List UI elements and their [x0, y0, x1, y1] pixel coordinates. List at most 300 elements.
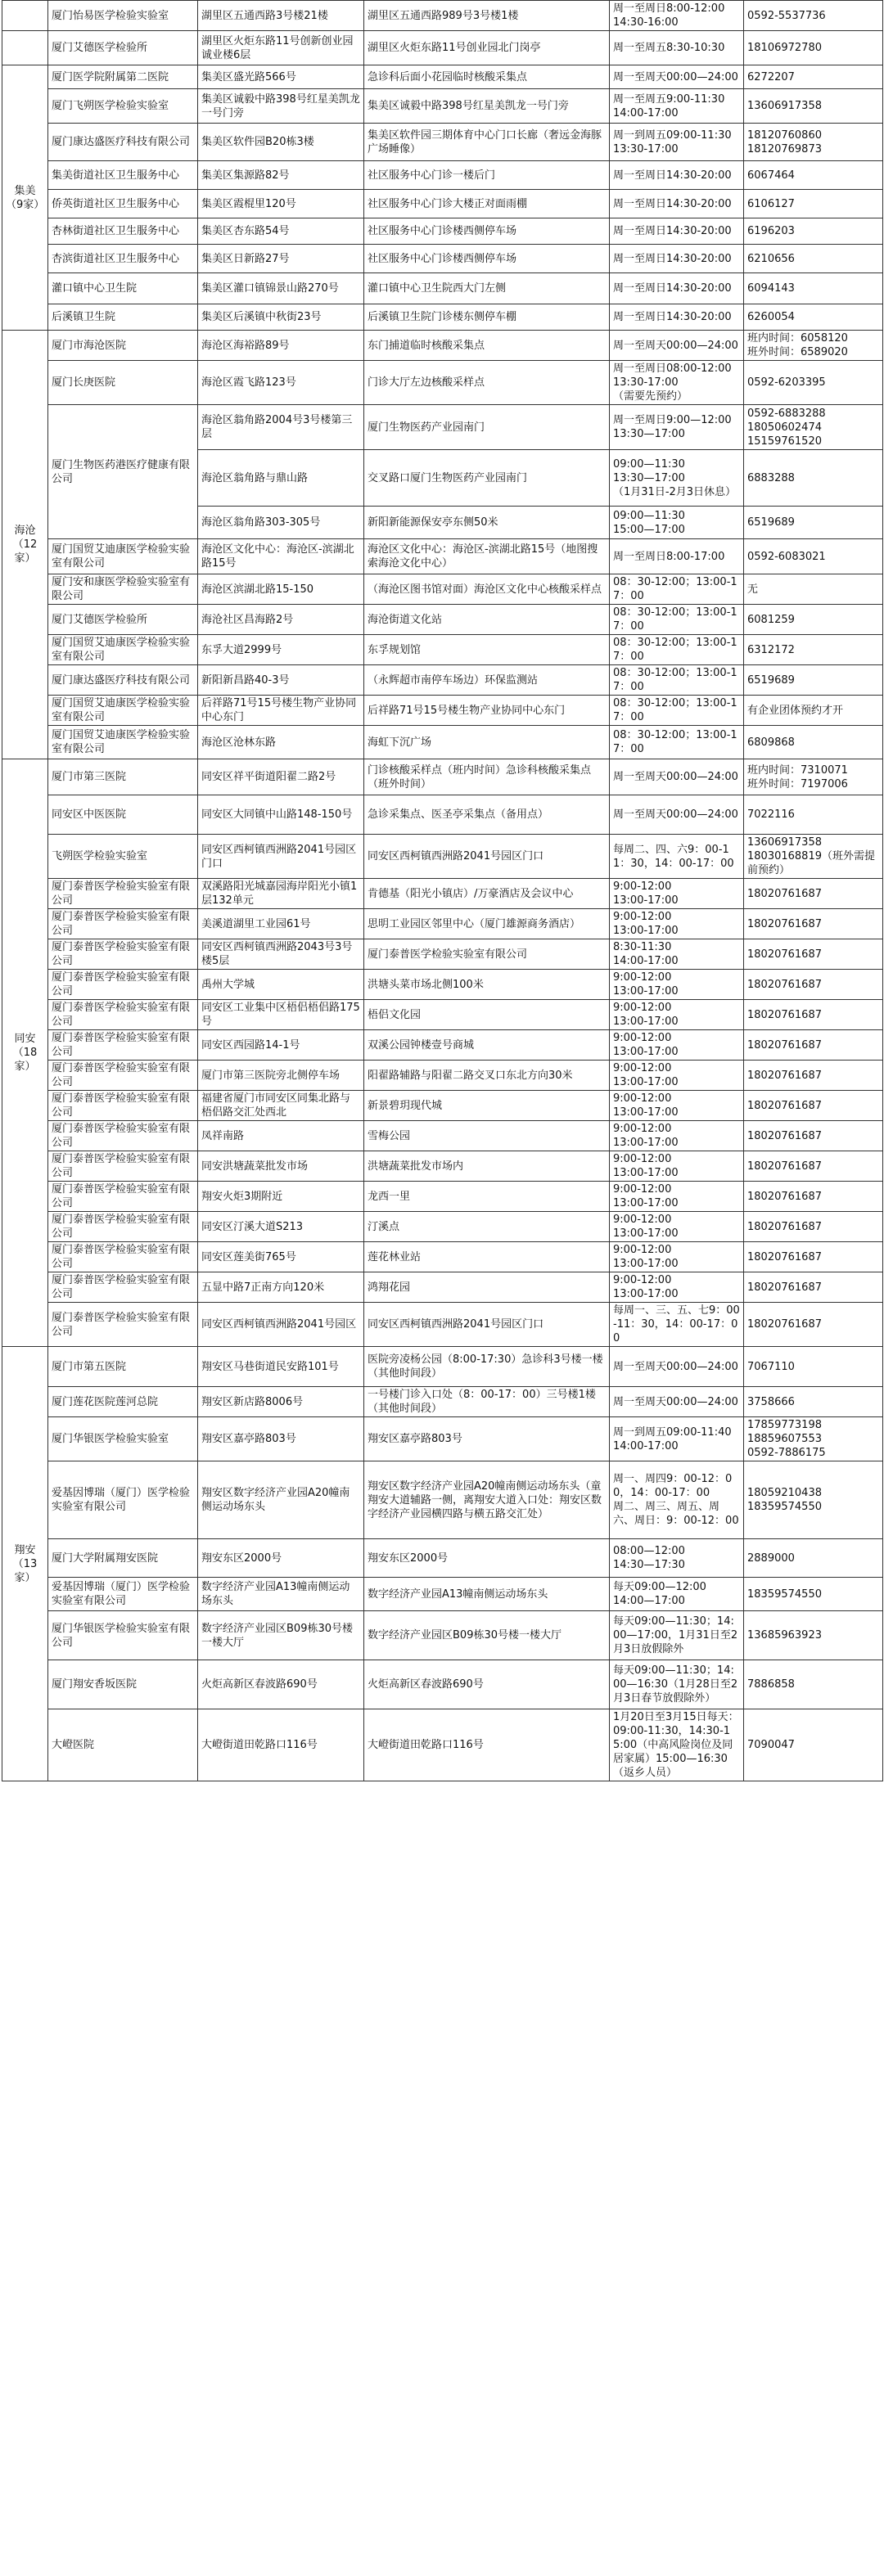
service-hours: 9:00-12:00 13:00-17:00	[610, 1091, 744, 1121]
contact-phone: 6106127	[744, 190, 883, 218]
site-address: 同安区西柯镇西洲路2043号3号楼5层	[198, 939, 364, 970]
sampling-point: 莲花林业站	[364, 1242, 610, 1272]
service-hours: 周一至周日8:00-12:00 14:30-16:00	[610, 1, 744, 31]
contact-phone: 无	[744, 574, 883, 605]
contact-phone: 18020761687	[744, 970, 883, 1000]
site-row	[2, 1151, 883, 1182]
contact-phone: 18020761687	[744, 1182, 883, 1212]
contact-phone: 13685963923	[744, 1611, 883, 1660]
site-name: 厦门泰普医学检验实验室有限公司	[48, 1061, 198, 1091]
site-name: 杏林街道社区卫生服务中心	[48, 218, 198, 245]
contact-phone: 18020761687	[744, 1212, 883, 1242]
contact-phone: 7067110	[744, 1347, 883, 1387]
service-hours: 周一至周日14:30-20:00	[610, 304, 744, 331]
contact-phone: 6519689	[744, 507, 883, 539]
contact-phone: 6196203	[744, 218, 883, 245]
service-hours: 9:00-12:00 13:00-17:00	[610, 1121, 744, 1151]
site-address: 集美区杏东路54号	[198, 218, 364, 245]
site-address: 同安区大同镇中山路148-150号	[198, 795, 364, 835]
site-address: 同安区西柯镇西洲路2041号园区门口	[198, 835, 364, 879]
sampling-point: 数字经济产业园A13幢南侧运动场东头	[364, 1578, 610, 1611]
sampling-point: 洪塘头菜市场北侧100米	[364, 970, 610, 1000]
site-row	[2, 1091, 883, 1121]
contact-phone: 0592-5537736	[744, 1, 883, 31]
service-hours: 9:00-12:00 13:00-17:00	[610, 1272, 744, 1303]
site-address: 集美区霞棍里120号	[198, 190, 364, 218]
service-hours: 08：30-12:00；13:00-17：00	[610, 665, 744, 696]
contact-phone: 6260054	[744, 304, 883, 331]
site-row	[2, 759, 883, 795]
sampling-point: 鸿翔花园	[364, 1272, 610, 1303]
site-name: 厦门泰普医学检验实验室有限公司	[48, 1000, 198, 1030]
site-name: 厦门莲花医院莲河总院	[48, 1387, 198, 1417]
site-address: 海沧区文化中心：海沧区-滨湖北路15号	[198, 539, 364, 574]
site-row	[2, 1461, 883, 1539]
site-name: 厦门大学附属翔安医院	[48, 1539, 198, 1578]
site-row	[2, 124, 883, 161]
contact-phone: 3758666	[744, 1387, 883, 1417]
site-row	[2, 909, 883, 939]
site-address: 同安区西柯镇西洲路2041号园区	[198, 1303, 364, 1347]
site-row	[2, 1030, 883, 1061]
site-row	[2, 1578, 883, 1611]
site-address: 同安区莲美街765号	[198, 1242, 364, 1272]
site-address: 海沧区海裕路89号	[198, 331, 364, 361]
sampling-point: 思明工业园区邻里中心（厦门雄源商务酒店）	[364, 909, 610, 939]
site-address: 集美区灌口镇锦景山路270号	[198, 273, 364, 304]
contact-phone: 6094143	[744, 273, 883, 304]
sampling-point: 集美区诚毅中路398号红星美凯龙一号门旁	[364, 89, 610, 124]
contact-phone: 7022116	[744, 795, 883, 835]
site-row	[2, 1417, 883, 1461]
site-name: 大嶝医院	[48, 1709, 198, 1781]
site-name: 厦门泰普医学检验实验室有限公司	[48, 1242, 198, 1272]
site-address: 湖里区火炬东路11号创新创业园诚业楼6层	[198, 31, 364, 65]
site-name: 厦门怡易医学检验实验室	[48, 1, 198, 31]
service-hours: 9:00-12:00 13:00-17:00	[610, 970, 744, 1000]
site-name: 厦门艾德医学检验所	[48, 605, 198, 635]
contact-phone: 18020761687	[744, 879, 883, 909]
contact-phone: 有企业团体预约才开	[744, 696, 883, 726]
site-name: 集美街道社区卫生服务中心	[48, 161, 198, 190]
site-address: 翔安区马巷街道民安路101号	[198, 1347, 364, 1387]
site-address: 湖里区五通西路3号楼21楼	[198, 1, 364, 31]
site-row	[2, 304, 883, 331]
sampling-point: 翔安东区2000号	[364, 1539, 610, 1578]
site-address: 海沧区霞飞路123号	[198, 361, 364, 405]
contact-phone: 6519689	[744, 665, 883, 696]
contact-phone: 18020761687	[744, 1061, 883, 1091]
service-hours: 周一至周天00:00—24:00	[610, 1347, 744, 1387]
site-address: 厦门市第三医院旁北侧停车场	[198, 1061, 364, 1091]
sampling-point: 雪梅公园	[364, 1121, 610, 1151]
site-address: 同安区工业集中区梧侣梧侣路175号	[198, 1000, 364, 1030]
site-name: 侨英街道社区卫生服务中心	[48, 190, 198, 218]
site-row	[2, 1660, 883, 1709]
contact-phone: 13606917358 18030168819（班外需提前预约）	[744, 835, 883, 879]
site-name: 后溪镇卫生院	[48, 304, 198, 331]
site-name: 厦门市海沧医院	[48, 331, 198, 361]
sampling-point: 交叉路口厦门生物医药产业园南门	[364, 450, 610, 507]
service-hours: 周一至周日14:30-20:00	[610, 190, 744, 218]
site-name: 灌口镇中心卫生院	[48, 273, 198, 304]
service-hours: 周一至周日08:00-12:00 13:30-17:00 （需要先预约）	[610, 361, 744, 405]
site-name: 厦门艾德医学检验所	[48, 31, 198, 65]
testing-sites-table	[2, 0, 883, 1781]
contact-phone: 2889000	[744, 1539, 883, 1578]
contact-phone: 6081259	[744, 605, 883, 635]
sampling-point: 湖里区五通西路989号3号楼1楼	[364, 1, 610, 31]
site-address: 集美区诚毅中路398号红星美凯龙一号门旁	[198, 89, 364, 124]
sampling-point: （永辉超市南停车场边）环保监测站	[364, 665, 610, 696]
site-name: 厦门国贸艾迪康医学检验实验室有限公司	[48, 726, 198, 759]
site-address: 海沧区沧林东路	[198, 726, 364, 759]
sampling-point: 门诊核酸采样点（班内时间）急诊科核酸采集点（班外时间）	[364, 759, 610, 795]
site-address: 集美区集源路82号	[198, 161, 364, 190]
sampling-point: 社区服务中心门诊楼西侧停车场	[364, 218, 610, 245]
service-hours: 9:00-12:00 13:00-17:00	[610, 1000, 744, 1030]
contact-phone: 6809868	[744, 726, 883, 759]
contact-phone: 18359574550	[744, 1578, 883, 1611]
site-row	[2, 939, 883, 970]
service-hours: 周一至周日8:00-17:00	[610, 539, 744, 574]
service-hours: 周一到周五09:00-11:30 13:30-17:00	[610, 124, 744, 161]
district-cell	[2, 1, 48, 31]
service-hours: 08：30-12:00；13:00-17：00	[610, 574, 744, 605]
service-hours: 周一至周天00:00—24:00	[610, 1387, 744, 1417]
site-name: 厦门康达盛医疗科技有限公司	[48, 124, 198, 161]
site-name: 厦门泰普医学检验实验室有限公司	[48, 1151, 198, 1182]
site-row	[2, 245, 883, 273]
sampling-point: 后溪镇卫生院门诊楼东侧停车棚	[364, 304, 610, 331]
site-name: 厦门泰普医学检验实验室有限公司	[48, 1303, 198, 1347]
sampling-point: 同安区西柯镇西洲路2041号园区门口	[364, 835, 610, 879]
site-name: 爱基因博瑞（厦门）医学检验实验室有限公司	[48, 1461, 198, 1539]
contact-phone: 6067464	[744, 161, 883, 190]
site-name: 飞朔医学检验实验室	[48, 835, 198, 879]
site-row	[2, 89, 883, 124]
site-address: 集美区软件园B20栋3楼	[198, 124, 364, 161]
service-hours: 每天09:00—11:30；14:00—17:00，1月31日至2月3日放假除外	[610, 1611, 744, 1660]
site-row	[2, 879, 883, 909]
site-address: 东孚大道2999号	[198, 635, 364, 665]
site-address: 双溪路阳光城嘉园海岸阳光小镇1层132单元	[198, 879, 364, 909]
sampling-point: 门诊大厅左边核酸采样点	[364, 361, 610, 405]
site-name: 厦门翔安香坂医院	[48, 1660, 198, 1709]
contact-phone: 18020761687	[744, 1091, 883, 1121]
site-row	[2, 795, 883, 835]
site-name: 厦门飞朔医学检验实验室	[48, 89, 198, 124]
site-address: 同安区汀溪大道S213	[198, 1212, 364, 1242]
service-hours: 周一至周日14:30-20:00	[610, 218, 744, 245]
service-hours: 09:00—11:30 13:30—17:00 （1月31日-2月3日休息）	[610, 450, 744, 507]
contact-phone: 17859773198 18859607553 0592-7886175	[744, 1417, 883, 1461]
service-hours: 每天09:00—12:00 14:00—17:00	[610, 1578, 744, 1611]
site-name: 厦门市第五医院	[48, 1347, 198, 1387]
service-hours: 9:00-12:00 13:00-17:00	[610, 879, 744, 909]
service-hours: 周一至周天00:00—24:00	[610, 795, 744, 835]
site-address: 集美区后溪镇中秋街23号	[198, 304, 364, 331]
sampling-point: 急诊科后面小花园临时核酸采集点	[364, 65, 610, 89]
site-row	[2, 1242, 883, 1272]
service-hours: 周一至周日14:30-20:00	[610, 273, 744, 304]
site-row	[2, 405, 883, 450]
service-hours: 周一至周天00:00—24:00	[610, 759, 744, 795]
site-name: 厦门泰普医学检验实验室有限公司	[48, 909, 198, 939]
sampling-point: 双溪公园钟楼壹号商城	[364, 1030, 610, 1061]
site-row	[2, 539, 883, 574]
sampling-point: 海虹下沉广场	[364, 726, 610, 759]
site-name: 厦门华银医学检验实验室	[48, 1417, 198, 1461]
sampling-point: 翔安区数字经济产业园A20幢南侧运动场东头（童翔安大道辅路一侧，离翔安大道入口处：翔安区数字经济产业园横四路与横五路交汇处）	[364, 1461, 610, 1539]
service-hours: 每周二、四、六9：00-11：30，14：00-17：00	[610, 835, 744, 879]
sampling-point: 灌口镇中心卫生院西大门左侧	[364, 273, 610, 304]
site-row	[2, 696, 883, 726]
site-row	[2, 605, 883, 635]
site-name: 厦门华银医学检验实验室有限公司	[48, 1611, 198, 1660]
site-name: 杏滨街道社区卫生服务中心	[48, 245, 198, 273]
sampling-point: 新阳新能源保安亭东侧50米	[364, 507, 610, 539]
site-row	[2, 1000, 883, 1030]
site-row	[2, 574, 883, 605]
site-address: 数字经济产业园区B09栋30号楼一楼大厅	[198, 1611, 364, 1660]
contact-phone: 6883288	[744, 450, 883, 507]
site-name: 厦门泰普医学检验实验室有限公司	[48, 1030, 198, 1061]
site-address: 翔安区新店路8006号	[198, 1387, 364, 1417]
site-row	[2, 970, 883, 1000]
site-row	[2, 1709, 883, 1781]
contact-phone: 18020761687	[744, 1272, 883, 1303]
site-name: 厦门长庚医院	[48, 361, 198, 405]
sampling-point: （海沧区图书馆对面）海沧区文化中心核酸采样点	[364, 574, 610, 605]
site-address: 集美区日新路27号	[198, 245, 364, 273]
contact-phone: 18020761687	[744, 1303, 883, 1347]
contact-phone: 6312172	[744, 635, 883, 665]
contact-phone: 13606917358	[744, 89, 883, 124]
contact-phone: 18020761687	[744, 909, 883, 939]
site-address: 海沧社区昌海路2号	[198, 605, 364, 635]
site-address: 同安区西园路14-1号	[198, 1030, 364, 1061]
site-address: 翔安区嘉亭路803号	[198, 1417, 364, 1461]
site-address: 大嶝街道田乾路口116号	[198, 1709, 364, 1781]
contact-phone: 班内时间：7310071 班外时间：7197006	[744, 759, 883, 795]
site-row	[2, 1182, 883, 1212]
contact-phone: 18120760860 18120769873	[744, 124, 883, 161]
site-row	[2, 1061, 883, 1091]
site-row	[2, 835, 883, 879]
service-hours: 08:00—12:00 14:30—17:30	[610, 1539, 744, 1578]
sampling-point: 后祥路71号15号楼生物产业协同中心东门	[364, 696, 610, 726]
site-row	[2, 31, 883, 65]
site-row	[2, 1303, 883, 1347]
site-name: 厦门泰普医学检验实验室有限公司	[48, 1121, 198, 1151]
site-name: 厦门国贸艾迪康医学检验实验室有限公司	[48, 539, 198, 574]
district-cell: 翔安（13家）	[2, 1347, 48, 1781]
site-name: 厦门安和康医学检验实验室有限公司	[48, 574, 198, 605]
site-row	[2, 65, 883, 89]
service-hours: 9:00-12:00 13:00-17:00	[610, 1061, 744, 1091]
service-hours: 8:30-11:30 14:00-17:00	[610, 939, 744, 970]
service-hours: 9:00-12:00 13:00-17:00	[610, 1212, 744, 1242]
site-address: 海沧区滨湖北路15-150	[198, 574, 364, 605]
service-hours: 9:00-12:00 13:00-17:00	[610, 1030, 744, 1061]
contact-phone: 18020761687	[744, 1151, 883, 1182]
contact-phone: 6210656	[744, 245, 883, 273]
site-name: 厦门医学院附属第二医院	[48, 65, 198, 89]
site-row	[2, 1611, 883, 1660]
site-row	[2, 1272, 883, 1303]
site-address: 同安区祥平街道阳翟二路2号	[198, 759, 364, 795]
contact-phone: 班内时间：6058120 班外时间：6589020	[744, 331, 883, 361]
site-row	[2, 1, 883, 31]
sampling-point: 翔安区嘉亭路803号	[364, 1417, 610, 1461]
service-hours: 1月20日至3月15日每天：09:00-11:30，14:30-15:00（中高风险岗位及同居家属）15:00—16:30（返乡人员）	[610, 1709, 744, 1781]
district-cell: 集美（9家）	[2, 65, 48, 331]
site-address: 五显中路7正南方向120米	[198, 1272, 364, 1303]
site-row	[2, 665, 883, 696]
service-hours: 周一至周日14:30-20:00	[610, 245, 744, 273]
sampling-point: 梧侣文化园	[364, 1000, 610, 1030]
site-address: 禹州大学城	[198, 970, 364, 1000]
site-row	[2, 218, 883, 245]
sampling-point: 东孚规划馆	[364, 635, 610, 665]
site-address: 后祥路71号15号楼生物产业协同中心东门	[198, 696, 364, 726]
sampling-point: 肯德基（阳光小镇店）/万豪酒店及会议中心	[364, 879, 610, 909]
service-hours: 08：30-12:00；13:00-17：00	[610, 726, 744, 759]
service-hours: 周一至周五9:00-11:30 14:00-17:00	[610, 89, 744, 124]
service-hours: 每周一、三、五、七9：00-11：30，14：00-17：00	[610, 1303, 744, 1347]
service-hours: 08：30-12:00；13:00-17：00	[610, 635, 744, 665]
site-name: 厦门国贸艾迪康医学检验实验室有限公司	[48, 635, 198, 665]
contact-phone: 18059210438 18359574550	[744, 1461, 883, 1539]
contact-phone: 0592-6083021	[744, 539, 883, 574]
service-hours: 9:00-12:00 13:00-17:00	[610, 1151, 744, 1182]
contact-phone: 6272207	[744, 65, 883, 89]
site-row	[2, 635, 883, 665]
site-address: 火炬高新区春波路690号	[198, 1660, 364, 1709]
site-name: 厦门康达盛医疗科技有限公司	[48, 665, 198, 696]
site-name: 厦门生物医药港医疗健康有限公司	[48, 405, 198, 539]
contact-phone: 7090047	[744, 1709, 883, 1781]
contact-phone: 18020761687	[744, 1242, 883, 1272]
site-row	[2, 190, 883, 218]
site-name: 厦门泰普医学检验实验室有限公司	[48, 1091, 198, 1121]
site-address: 数字经济产业园A13幢南侧运动场东头	[198, 1578, 364, 1611]
contact-phone: 0592-6203395	[744, 361, 883, 405]
site-address: 翔安区数字经济产业园A20幢南侧运动场东头	[198, 1461, 364, 1539]
site-row	[2, 1121, 883, 1151]
contact-phone: 18020761687	[744, 1000, 883, 1030]
sampling-point: 同安区西柯镇西洲路2041号园区门口	[364, 1303, 610, 1347]
service-hours: 09:00—11:30 15:00—17:00	[610, 507, 744, 539]
sampling-point: 海沧区文化中心：海沧区-滨湖北路15号（地图搜索海沧文化中心）	[364, 539, 610, 574]
site-name: 厦门泰普医学检验实验室有限公司	[48, 939, 198, 970]
site-name: 厦门国贸艾迪康医学检验实验室有限公司	[48, 696, 198, 726]
sampling-point: 急诊采集点、医圣亭采集点（备用点）	[364, 795, 610, 835]
site-address: 福建省厦门市同安区同集北路与梧侣路交汇处西北	[198, 1091, 364, 1121]
service-hours: 08：30-12:00；13:00-17：00	[610, 696, 744, 726]
site-address: 新阳新昌路40-3号	[198, 665, 364, 696]
service-hours: 9:00-12:00 13:00-17:00	[610, 1182, 744, 1212]
contact-phone: 0592-6883288 18050602474 15159761520	[744, 405, 883, 450]
district-cell: 海沧（12家）	[2, 331, 48, 759]
service-hours: 每天09:00—11:30；14:00—16:30（1月28日至2月3日春节放假除外）	[610, 1660, 744, 1709]
sampling-point: 汀溪点	[364, 1212, 610, 1242]
site-name: 厦门泰普医学检验实验室有限公司	[48, 970, 198, 1000]
site-name: 爱基因博瑞（厦门）医学检验实验室有限公司	[48, 1578, 198, 1611]
district-cell: 同安（18家）	[2, 759, 48, 1347]
site-address: 美溪道湖里工业园61号	[198, 909, 364, 939]
service-hours: 08：30-12:00；13:00-17：00	[610, 605, 744, 635]
sampling-point: 洪塘蔬菜批发市场内	[364, 1151, 610, 1182]
sampling-point: 阳翟路辅路与阳翟二路交叉口东北方向30米	[364, 1061, 610, 1091]
sampling-point: 火炬高新区春波路690号	[364, 1660, 610, 1709]
site-row	[2, 1539, 883, 1578]
site-address: 翔安东区2000号	[198, 1539, 364, 1578]
service-hours: 9:00-12:00 13:00-17:00	[610, 909, 744, 939]
site-row	[2, 161, 883, 190]
sampling-point: 湖里区火炬东路11号创业园北门岗亭	[364, 31, 610, 65]
site-row	[2, 273, 883, 304]
service-hours: 周一至周天00:00—24:00	[610, 65, 744, 89]
district-cell	[2, 31, 48, 65]
site-name: 厦门市第三医院	[48, 759, 198, 795]
site-row	[2, 1212, 883, 1242]
site-name: 厦门泰普医学检验实验室有限公司	[48, 1272, 198, 1303]
site-name: 厦门泰普医学检验实验室有限公司	[48, 1182, 198, 1212]
site-name: 厦门泰普医学检验实验室有限公司	[48, 1212, 198, 1242]
sampling-point: 医院旁凌杨公园（8:00-17:30）急诊科3号楼一楼（其他时间段）	[364, 1347, 610, 1387]
service-hours: 周一到周五09:00-11:40 14:00-17:00	[610, 1417, 744, 1461]
sampling-point: 集美区软件园三期体育中心门口长廊（奢远金海豚广场睡像）	[364, 124, 610, 161]
sampling-point: 厦门生物医药产业园南门	[364, 405, 610, 450]
contact-phone: 7886858	[744, 1660, 883, 1709]
service-hours: 周一至周天00:00—24:00	[610, 331, 744, 361]
sampling-point: 一号楼门诊入口处（8：00-17：00）三号楼1楼（其他时间段）	[364, 1387, 610, 1417]
site-address: 海沧区翁角路303-305号	[198, 507, 364, 539]
site-row	[2, 1347, 883, 1387]
site-address: 翔安火炬3期附近	[198, 1182, 364, 1212]
site-address: 凤祥南路	[198, 1121, 364, 1151]
sampling-point: 数字经济产业园区B09栋30号楼一楼大厅	[364, 1611, 610, 1660]
site-name: 厦门泰普医学检验实验室有限公司	[48, 879, 198, 909]
site-row	[2, 361, 883, 405]
contact-phone: 18020761687	[744, 939, 883, 970]
site-row	[2, 331, 883, 361]
site-address: 同安洪塘蔬菜批发市场	[198, 1151, 364, 1182]
sampling-point: 厦门泰普医学检验实验室有限公司	[364, 939, 610, 970]
service-hours: 9:00-12:00 13:00-17:00	[610, 1242, 744, 1272]
sampling-point: 东门捕道临时核酸采集点	[364, 331, 610, 361]
site-row	[2, 726, 883, 759]
service-hours: 周一至周日9:00—12:00 13:30—17:00	[610, 405, 744, 450]
service-hours: 周一至周五8:30-10:30	[610, 31, 744, 65]
sampling-point: 新景碧玥现代城	[364, 1091, 610, 1121]
sampling-point: 社区服务中心门诊一楼后门	[364, 161, 610, 190]
site-name: 同安区中医医院	[48, 795, 198, 835]
contact-phone: 18106972780	[744, 31, 883, 65]
site-address: 海沧区翁角路2004号3号楼第三层	[198, 405, 364, 450]
sampling-point: 龙西一里	[364, 1182, 610, 1212]
contact-phone: 18020761687	[744, 1030, 883, 1061]
site-address: 集美区盛光路566号	[198, 65, 364, 89]
contact-phone: 18020761687	[744, 1121, 883, 1151]
sampling-point: 大嶝街道田乾路口116号	[364, 1709, 610, 1781]
sampling-point: 社区服务中心门诊大楼正对面雨棚	[364, 190, 610, 218]
site-address: 海沧区翁角路与鼎山路	[198, 450, 364, 507]
sampling-point: 社区服务中心门诊楼西侧停车场	[364, 245, 610, 273]
service-hours: 周一至周日14:30-20:00	[610, 161, 744, 190]
